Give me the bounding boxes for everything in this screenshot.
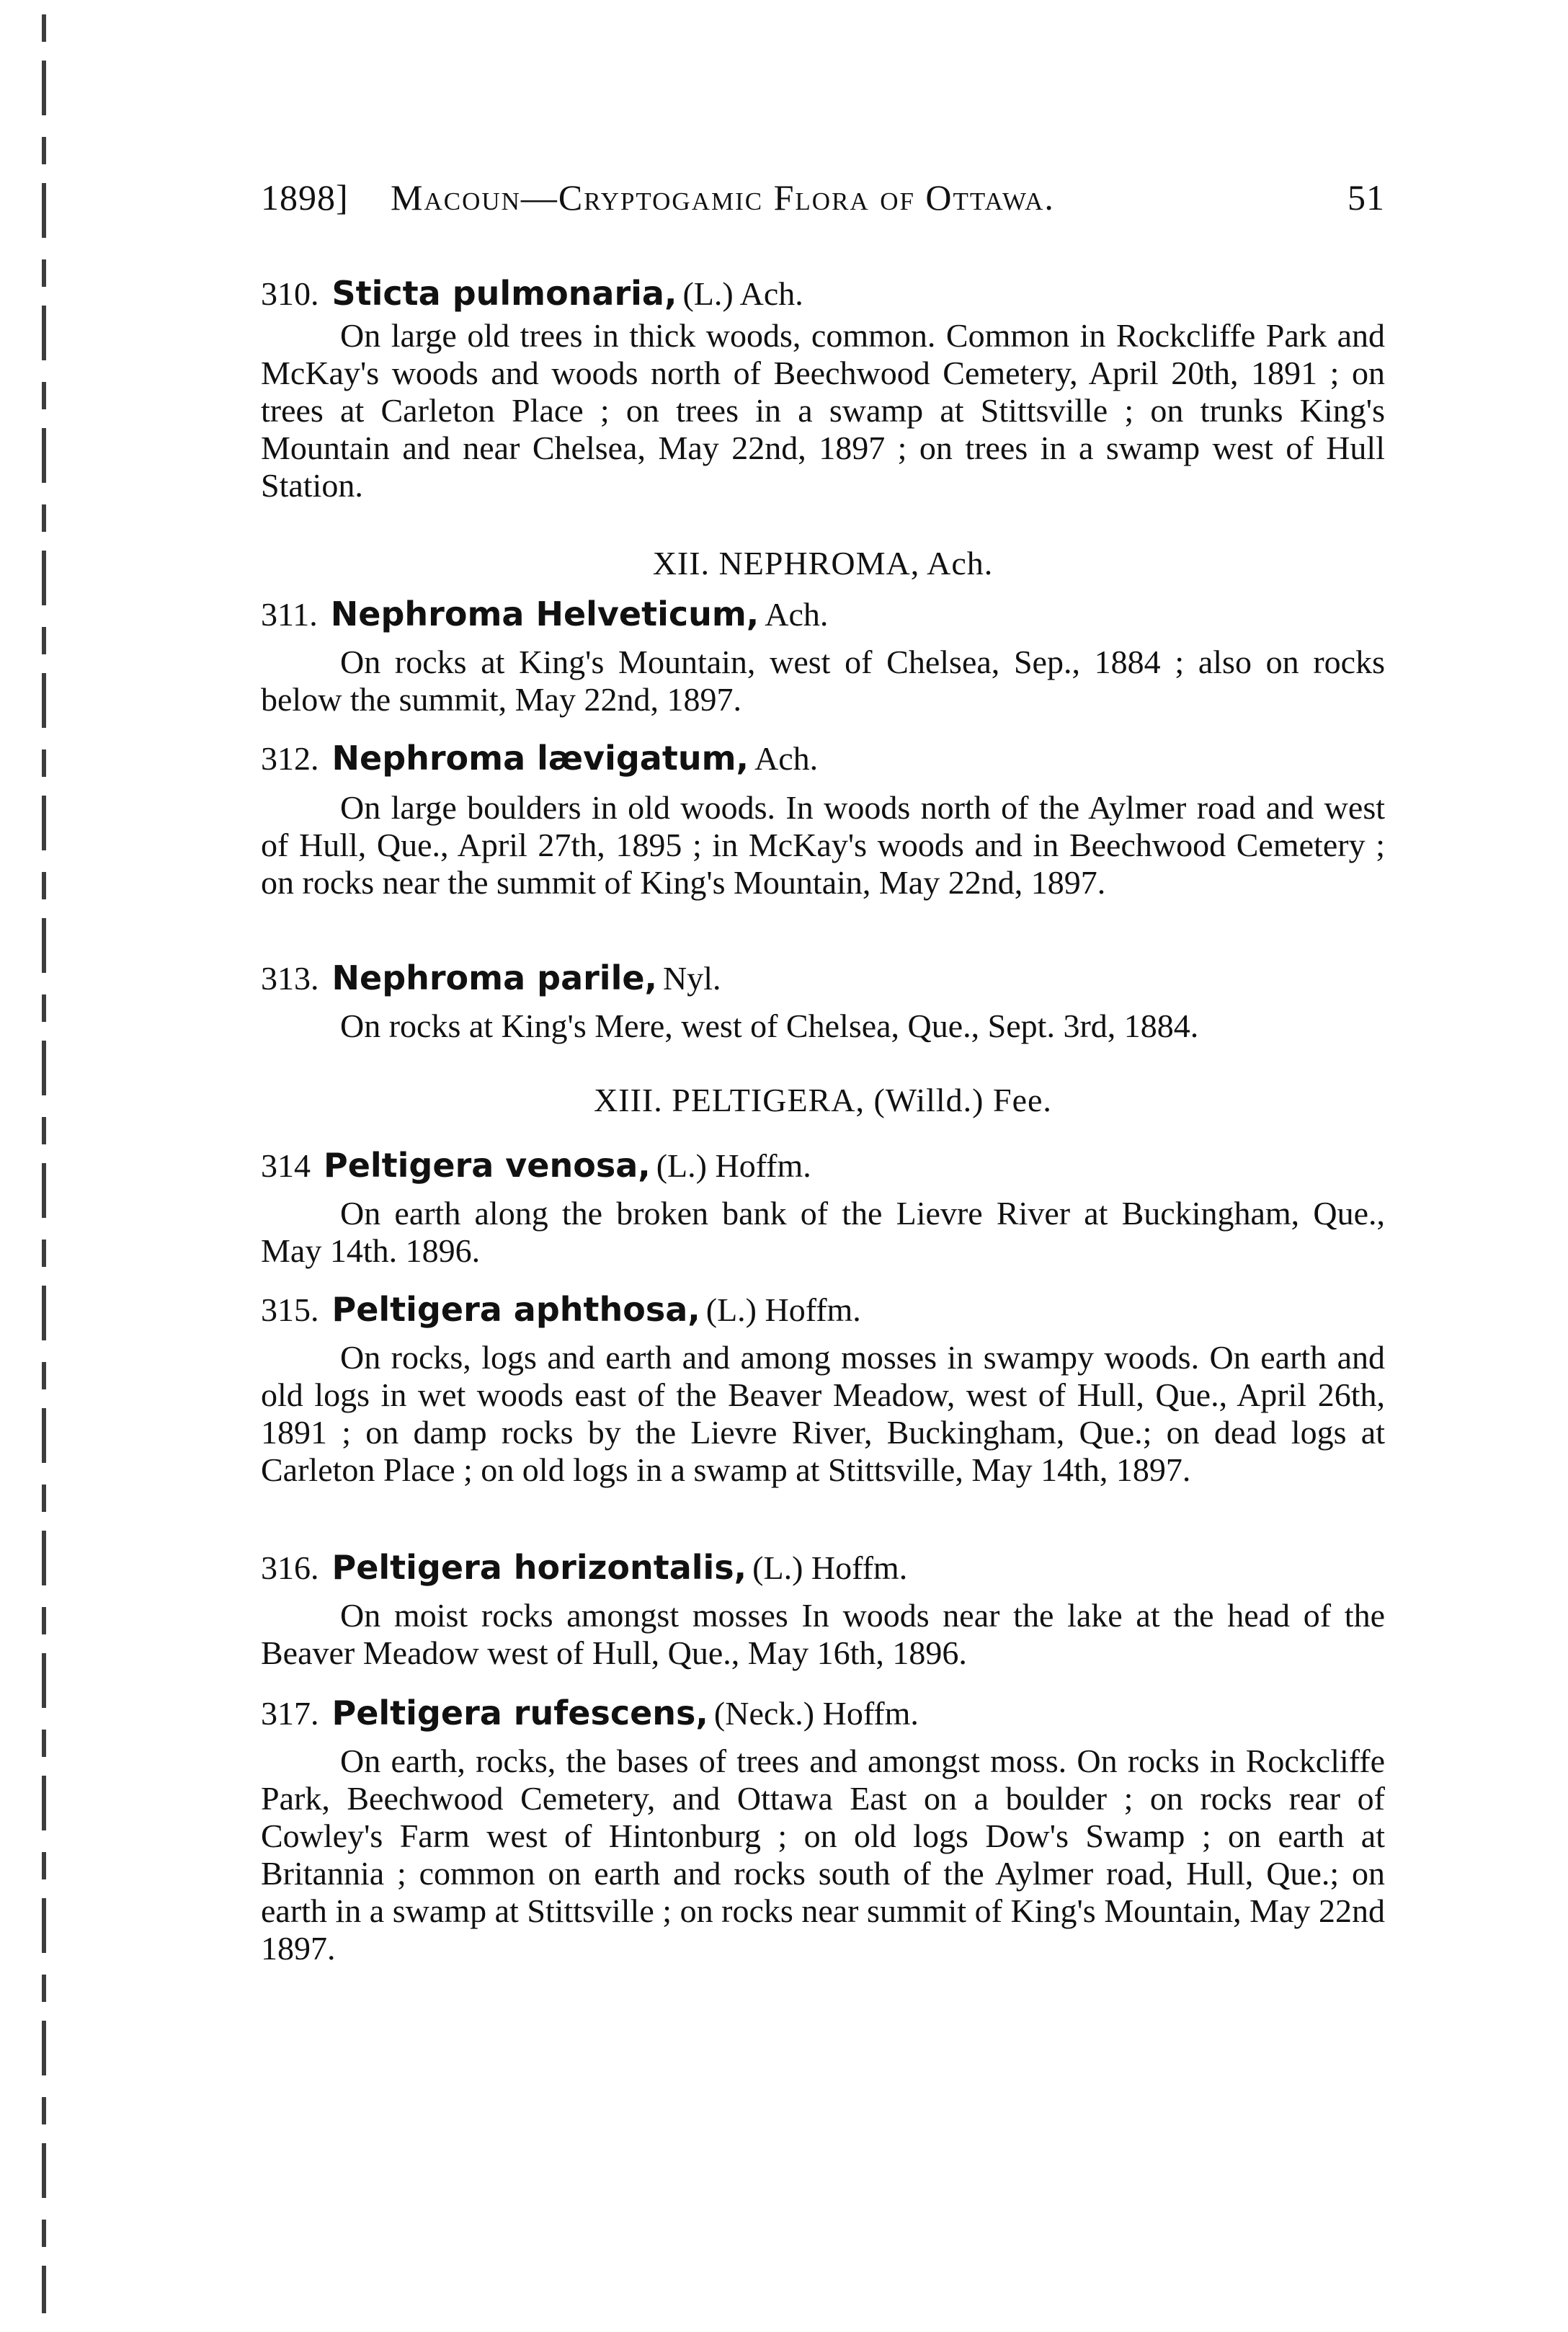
page-number: 51 <box>1348 177 1385 218</box>
entry-text-313: On rocks at King's Mere, west of Chelsea, Que., Sept. 3rd, 1884. <box>340 1007 1199 1044</box>
species-authority: Ach. <box>754 740 819 777</box>
species-authority: Ach. <box>765 596 829 633</box>
entry-text-315: On rocks, logs and earth and among mosses in swampy woods. On earth and old logs in wet woods east of the Beaver Meadow, west of Hull, Que., April 26th, 1891 ; on damp rocks by the Lievre River, Buckingham, Que.; on dead logs at Carleton Place ; on old logs in a swamp at Stittsville, May 14th, 1897. <box>261 1339 1385 1488</box>
species-name: Nephroma lævigatum, <box>331 739 749 778</box>
entry-heading-311 <box>261 595 828 633</box>
entry-heading-313 <box>261 958 721 997</box>
species-name: Peltigera aphthosa, <box>331 1290 700 1329</box>
entry-number: 312. <box>261 740 319 777</box>
species-authority: (L.) Hoffm. <box>752 1549 908 1586</box>
entry-number: 315. <box>261 1291 319 1328</box>
header-title: Macoun—Cryptogamic Flora of Ottawa. <box>391 177 1055 218</box>
entry-text-312: On large boulders in old woods. In woods north of the Aylmer road and west of Hull, Que., April 27th, 1895 ; in McKay's woods and in Beechwood Cemetery ; on rocks near the summit of King's Mountain, May 22nd, 1897. <box>261 789 1385 901</box>
entry-heading-312 <box>261 739 818 778</box>
header-year: 1898] <box>261 177 349 218</box>
entry-number: 314 <box>261 1147 311 1184</box>
species-name: Sticta pulmonaria, <box>331 274 677 313</box>
genus-heading-nephroma: XII. NEPHROMA, Ach. <box>652 545 994 582</box>
entry-text-316: On moist rocks amongst mosses In woods near the lake at the head of the Beaver Meadow west of Hull, Que., May 16th, 1896. <box>261 1597 1385 1671</box>
book-page <box>261 0 1385 2332</box>
entry-text-317: On earth, rocks, the bases of trees and amongst moss. On rocks in Rockcliffe Park, Beechwood Cemetery, and Ottawa East on a boulder ; on rocks rear of Cowley's Farm west of Hintonburg ; on old logs Dow's Swamp ; on earth at Britannia ; common on earth and rocks south of the Aylmer road, Hull, Que.; on earth in a swamp at Stittsville ; on rocks near summit of King's Mountain, May 22nd 1897. <box>261 1743 1385 1967</box>
running-head <box>261 177 1385 234</box>
entry-number: 313. <box>261 960 319 997</box>
entry-text-314: On earth along the broken bank of the Lievre River at Buckingham, Que., May 14th. 1896. <box>261 1195 1385 1269</box>
genus-heading-peltigera: XIII. PELTIGERA, (Willd.) Fee. <box>594 1082 1052 1118</box>
entry-number: 317. <box>261 1695 319 1732</box>
species-name: Peltigera venosa, <box>324 1146 651 1185</box>
entry-heading-316 <box>261 1548 907 1587</box>
species-authority: (L.) Hoffm. <box>705 1291 861 1328</box>
species-authority: Nyl. <box>663 960 721 997</box>
entry-heading-310 <box>261 274 803 313</box>
species-name: Nephroma parile, <box>331 958 658 997</box>
species-authority: (Neck.) Hoffm. <box>713 1695 919 1732</box>
entry-number: 310. <box>261 275 319 312</box>
species-name: Peltigera rufescens, <box>331 1694 708 1732</box>
entry-heading-315 <box>261 1290 861 1329</box>
species-authority: (L.) Hoffm. <box>656 1147 811 1184</box>
entry-heading-317 <box>261 1694 919 1732</box>
entry-text-310: On large old trees in thick woods, common. Common in Rockcliffe Park and McKay's woods and woods north of Beechwood Cemetery, April 20th, 1891 ; on trees at Carleton Place ; on trees in a swamp at Stittsville ; on trunks King's Mountain and near Chelsea, May 22nd, 1897 ; on trees in a swamp west of Hull Station. <box>261 317 1385 504</box>
entry-heading-314 <box>261 1146 811 1185</box>
entry-number: 316. <box>261 1549 319 1586</box>
species-name: Nephroma Helveticum, <box>330 595 760 633</box>
species-name: Peltigera horizontalis, <box>331 1548 747 1587</box>
entry-text-311: On rocks at King's Mountain, west of Chelsea, Sep., 1884 ; also on rocks below the summit, May 22nd, 1897. <box>261 644 1385 718</box>
species-authority: (L.) Ach. <box>682 275 803 312</box>
binding-edge-shadow <box>42 14 46 2313</box>
entry-number: 311. <box>261 596 318 633</box>
